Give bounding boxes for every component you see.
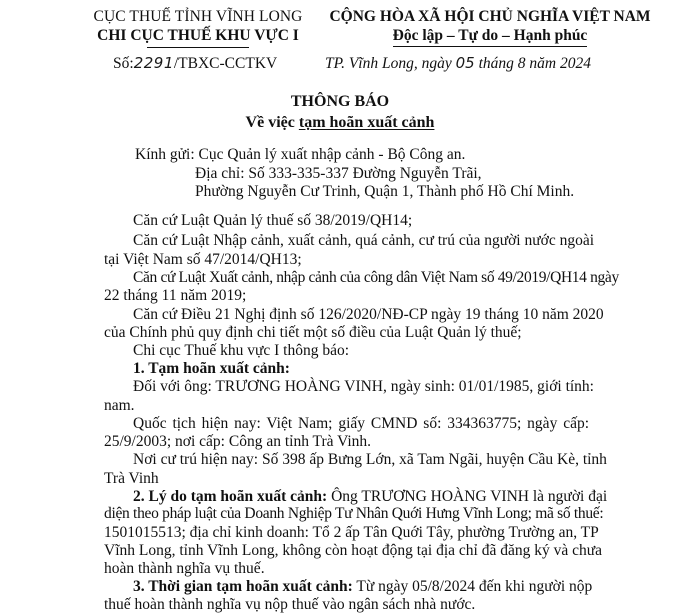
- section-text: [133, 578, 592, 596]
- legal-basis: Căn cứ Luật Quản lý thuế số 38/2019/QH14;: [133, 211, 413, 229]
- section-text: Trà Vinh: [104, 469, 159, 487]
- section-text-inline: Ông TRƯƠNG HOÀNG VINH là người đại: [331, 487, 608, 505]
- document-number: [113, 54, 277, 73]
- section-text: diện theo pháp luật của Doanh Nghiệp Tư Nhân Quới Hưng Vĩnh Long; mã số thuế:: [104, 505, 604, 523]
- recipient-address-line: Địa chỉ: Số 333-335-337 Đường Nguyễn Trãi,: [195, 164, 482, 182]
- country-name: CỘNG HÒA XÃ HỘI CHỦ NGHĨA VIỆT NAM: [329, 8, 651, 25]
- legal-basis: Căn cứ Điều 21 Nghị định số 126/2020/NĐ-CP ngày 19 tháng 10 năm 2020: [133, 306, 604, 324]
- section-text: Quốc tịch hiện nay: Việt Nam; giấy CMND số: 334363775; ngày cấp:: [133, 414, 590, 432]
- section-text: Nơi cư trú hiện nay: Số 398 ấp Bưng Lớn, xã Tam Ngãi, huyện Cầu Kè, tỉnh: [133, 451, 607, 468]
- issue-date: [325, 54, 591, 73]
- subtitle-prefix: Về việc: [245, 114, 295, 131]
- agency-name: CHI CỤC THUẾ KHU VỰC I: [97, 27, 299, 44]
- section-text: nam.: [104, 396, 135, 414]
- legal-basis: Căn cứ Luật Nhập cảnh, xuất cảnh, quá cảnh, cư trú của người nước ngoài: [133, 232, 595, 250]
- legal-basis: của Chính phủ quy định chi tiết một số điều của Luật Quản lý thuế;: [104, 323, 522, 341]
- document-subtitle: [0, 113, 680, 133]
- section-text: Đối với ông: TRƯƠNG HOÀNG VINH, ngày sinh: 01/01/1985, giới tính:: [133, 378, 594, 396]
- date-day-handwritten: 05: [455, 54, 475, 72]
- section-text: thuế hoàn thành nghĩa vụ nộp thuế vào ngân sách nhà nước.: [104, 596, 476, 613]
- document-number-handwritten: 2291: [133, 54, 174, 72]
- parent-agency-name: CỤC THUẾ TỈNH VĨNH LONG: [93, 8, 303, 25]
- section-text: hoàn thành nghĩa vụ thuế.: [104, 559, 265, 577]
- legal-basis: Căn cứ Luật Xuất cảnh, nhập cảnh của công dân Việt Nam số 49/2019/QH14 ngày: [133, 268, 619, 286]
- section-text-inline: Từ ngày 05/8/2024 đến khi người nộp: [356, 578, 593, 596]
- section-text: Vĩnh Long, tỉnh Vĩnh Long, không còn hoạt động tại địa chỉ đã đăng ký và chưa: [104, 541, 602, 559]
- issuing-agency: [78, 7, 318, 45]
- announcement-intro: Chi cục Thuế khu vực I thông báo:: [133, 341, 350, 359]
- subtitle-underlined: tạm hoãn xuất cảnh: [298, 114, 435, 131]
- national-motto: [305, 7, 675, 47]
- section-text: 1501015513; địa chỉ kinh doanh: Tổ 2 ấp Tân Quới Tây, phường Trường an, TP: [104, 524, 599, 541]
- section-heading: 1. Tạm hoãn xuất cảnh:: [133, 360, 290, 378]
- legal-basis: tại Việt Nam số 47/2014/QH13;: [104, 250, 302, 268]
- document-number-prefix: Số:: [113, 55, 134, 72]
- date-suffix: tháng 8 năm 2024: [478, 55, 591, 72]
- section-text: [133, 488, 607, 506]
- document-title: THÔNG BÁO: [290, 93, 390, 110]
- motto: Độc lập – Tự do – Hạnh phúc: [393, 26, 588, 47]
- document-number-suffix: /TBXC-CCTKV: [173, 55, 278, 72]
- section-heading: 3. Thời gian tạm hoãn xuất cảnh:: [133, 578, 353, 596]
- section-text: 25/9/2003; nơi cấp: Công an tỉnh Trà Vinh.: [104, 433, 372, 451]
- section-heading: 2. Lý do tạm hoãn xuất cảnh:: [133, 487, 328, 505]
- recipient-address-line: Phường Nguyễn Cư Trinh, Quận 1, Thành phố Hồ Chí Minh.: [195, 183, 575, 201]
- recipient-line: Kính gửi: Cục Quản lý xuất nhập cảnh - Bộ Công an.: [135, 146, 466, 163]
- date-prefix: TP. Vĩnh Long, ngày: [325, 55, 452, 72]
- agency-underline: [147, 47, 249, 48]
- legal-basis: 22 tháng 11 năm 2019;: [104, 286, 247, 304]
